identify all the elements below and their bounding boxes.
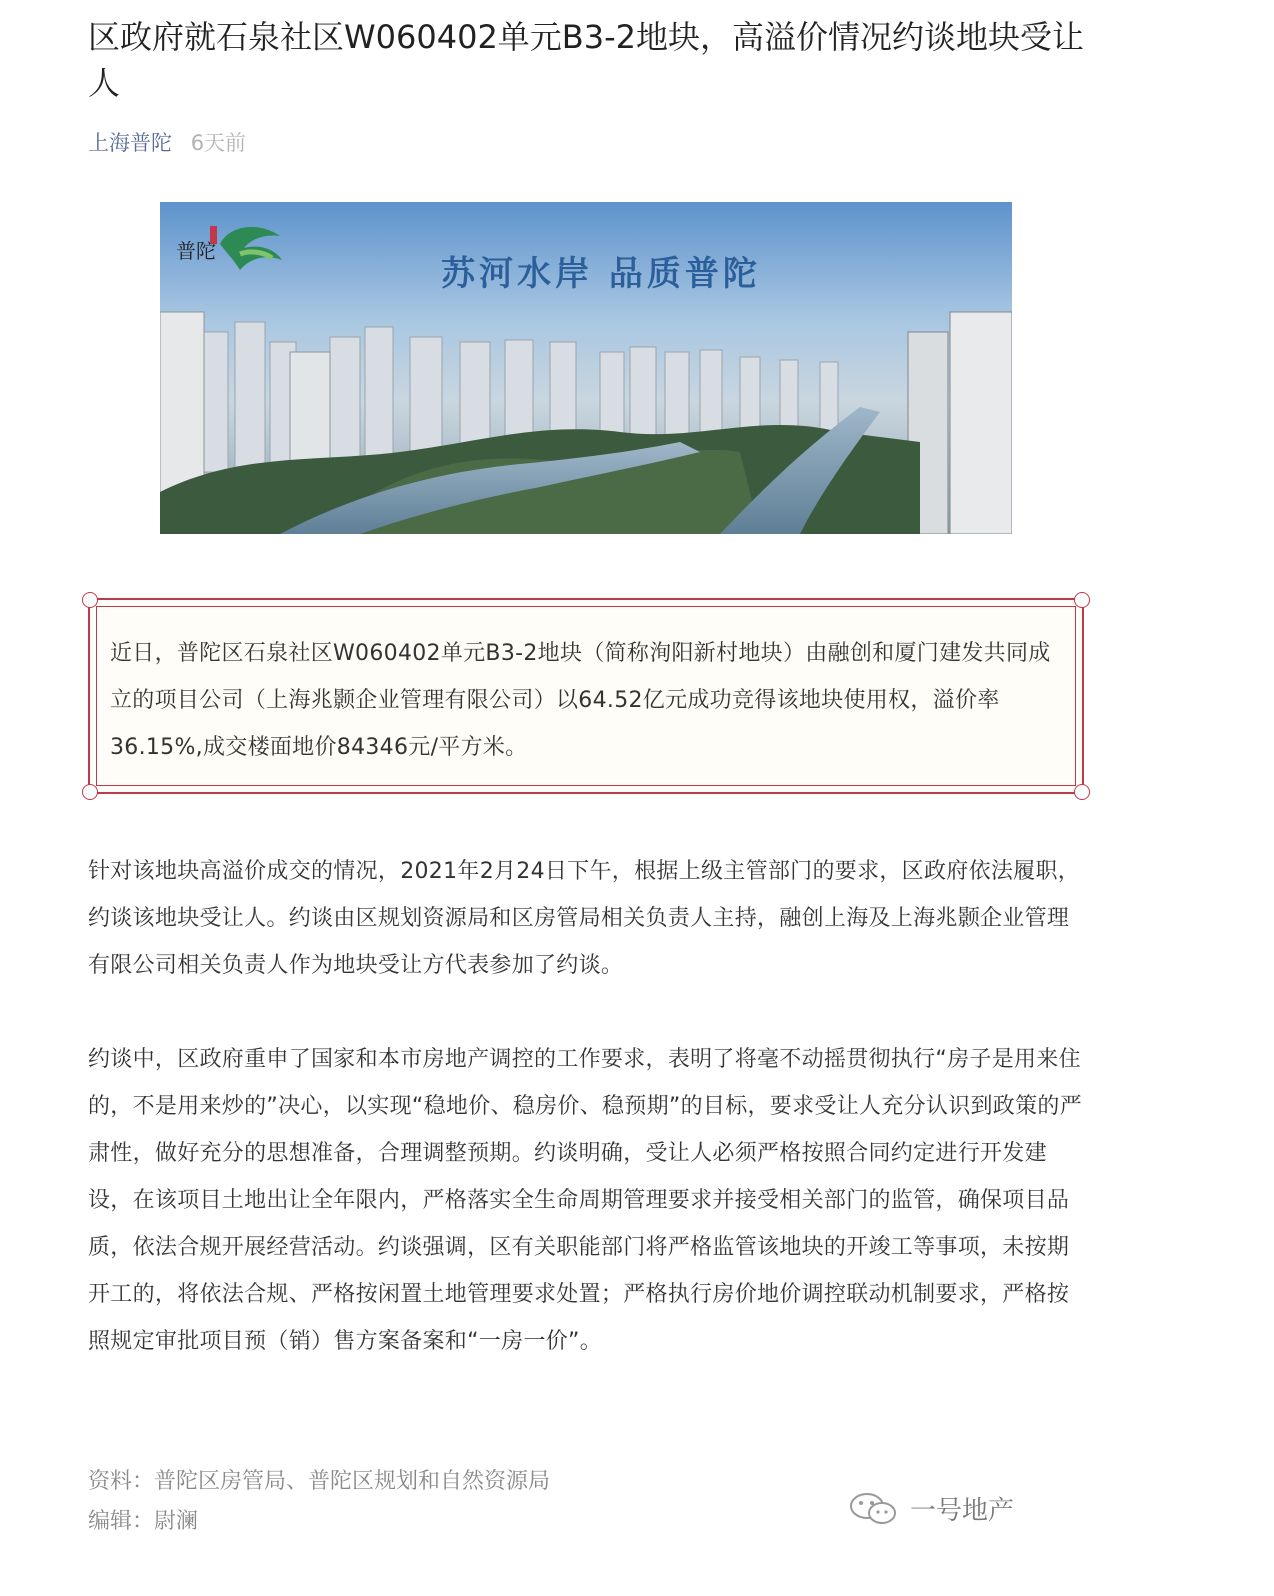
source-credit: 资料：普陀区房管局、普陀区规划和自然资源局 bbox=[88, 1469, 551, 1494]
banner-slogan: 苏河水岸 品质普陀 bbox=[441, 254, 761, 294]
banner-image bbox=[160, 202, 1012, 534]
highlight-box bbox=[88, 598, 1084, 794]
body-paragraph-2: 约谈中，区政府重申了国家和本市房地产调控的工作要求，表明了将毫不动摇贯彻执行“房子是用来住的，不是用来炒的”决心，以实现“稳地价、稳房价、稳预期”的目标，要求受让人充分认识到政策的严肃性，做好充分的思想准备，合理调整预期。约谈明确，受让人必须严格按照合同约定进行开发建设，在该项目土地出让全年限内，严格落实全生命周期管理要求并接受相关部门的监管，确保项目品质，依法合规开展经营活动。约谈强调，区有关职能部门将严格监管该地块的开竣工等事项，未按期开工的，将依法合规、严格按闲置土地管理要求处置；严格执行房价地价调控联动机制要求，严格按照规定审批项目预（销）售方案备案和“一房一价”。 bbox=[88, 1047, 1082, 1354]
highlight-text: 近日，普陀区石泉社区W060402单元B3-2地块（简称洵阳新村地块）由融创和厦门建发共同成立的项目公司（上海兆颢企业管理有限公司）以64.52亿元成功竞得该地块使用权，溢价率36.15%,成交楼面地价84346元/平方米。 bbox=[110, 641, 1051, 760]
article-title: 区政府就石泉社区W060402单元B3-2地块，高溢价情况约谈地块受让人 bbox=[88, 18, 1085, 102]
body-paragraph-1: 针对该地块高溢价成交的情况，2021年2月24日下午，根据上级主管部门的要求，区政府依法履职，约谈该地块受让人。约谈由区规划资源局和区房管局相关负责人主持，融创上海及上海兆颢企业管理有限公司相关负责人作为地块受让方代表参加了约谈。 bbox=[88, 859, 1081, 978]
frame-corner-ornament bbox=[82, 592, 98, 608]
frame-corner-ornament bbox=[1074, 592, 1090, 608]
account-name-link[interactable]: 上海普陀 bbox=[88, 131, 172, 155]
watermark bbox=[848, 1490, 1014, 1527]
frame-corner-ornament bbox=[1074, 784, 1090, 800]
editor-credit: 编辑：尉澜 bbox=[88, 1509, 199, 1534]
article-meta bbox=[88, 128, 1088, 158]
logo-text: 普陀 bbox=[176, 239, 216, 263]
watermark-text: 一号地产 bbox=[910, 1496, 1015, 1526]
wechat-icon bbox=[848, 1491, 900, 1527]
article-footer bbox=[88, 1462, 550, 1542]
publish-time: 6天前 bbox=[190, 131, 247, 155]
frame-corner-ornament bbox=[82, 784, 98, 800]
